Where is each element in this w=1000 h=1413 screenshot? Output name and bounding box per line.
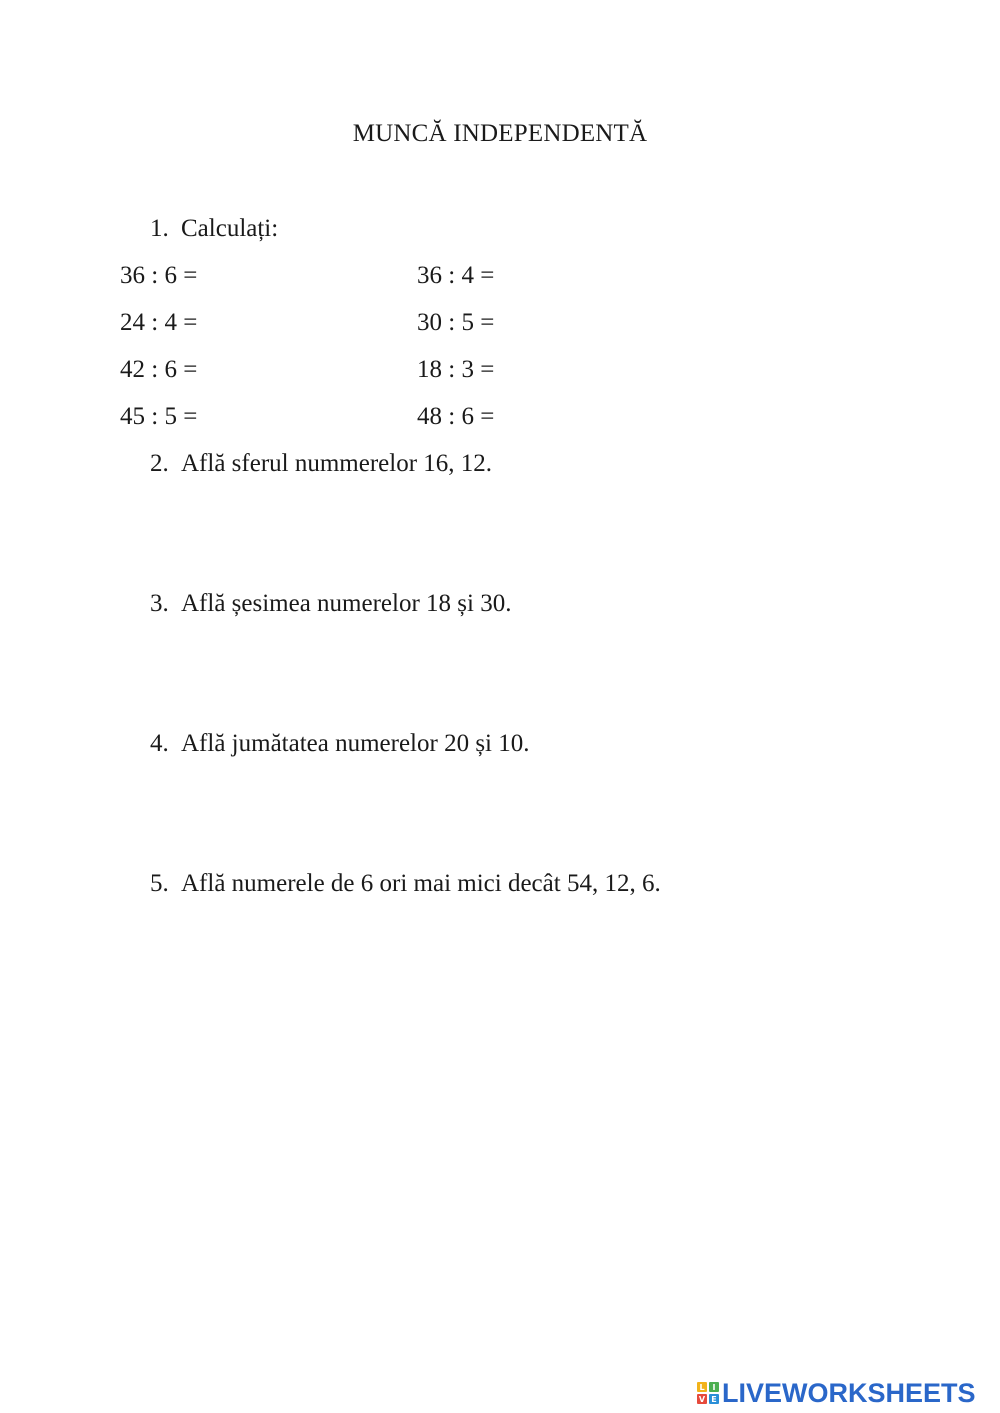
liveworksheets-brand[interactable] <box>697 1378 976 1408</box>
task-2 <box>150 450 492 478</box>
calc-right-3: 18 : 3 = <box>417 356 495 383</box>
calc-left-4: 45 : 5 = <box>120 403 198 430</box>
logo-tile-l: L <box>697 1382 707 1392</box>
logo-tile-e: E <box>709 1394 719 1404</box>
task-1 <box>150 215 278 243</box>
logo-tile-i: I <box>709 1382 719 1392</box>
task-4 <box>150 730 530 758</box>
task-number: 5. <box>150 870 169 897</box>
task-number: 3. <box>150 590 169 617</box>
logo-tile-v: V <box>698 1394 706 1404</box>
task-5 <box>150 870 661 898</box>
calc-left-1: 36 : 6 = <box>120 262 198 289</box>
calc-left-3: 42 : 6 = <box>120 356 198 383</box>
brand-name: LIVEWORKSHEETS <box>722 1377 976 1408</box>
task-number: 2. <box>150 450 169 477</box>
calc-right-1: 36 : 4 = <box>417 262 495 289</box>
task-text: Calculați: <box>181 215 279 242</box>
task-number: 4. <box>150 730 169 757</box>
calc-right-4: 48 : 6 = <box>417 403 495 430</box>
calc-left-2: 24 : 4 = <box>120 309 198 336</box>
task-3 <box>150 590 511 618</box>
task-text: Află șesimea numerelor 18 și 30. <box>181 590 512 617</box>
task-text: Află numerele de 6 ori mai mici decât 54, 12, 6. <box>181 870 661 897</box>
liveworksheets-logo-icon <box>697 1382 719 1404</box>
task-text: Află sferul nummerelor 16, 12. <box>181 450 493 477</box>
task-number: 1. <box>150 215 169 242</box>
page-title: MUNCĂ INDEPENDENTĂ <box>352 120 648 147</box>
calc-right-2: 30 : 5 = <box>417 309 495 336</box>
task-text: Află jumătatea numerelor 20 și 10. <box>181 730 530 757</box>
